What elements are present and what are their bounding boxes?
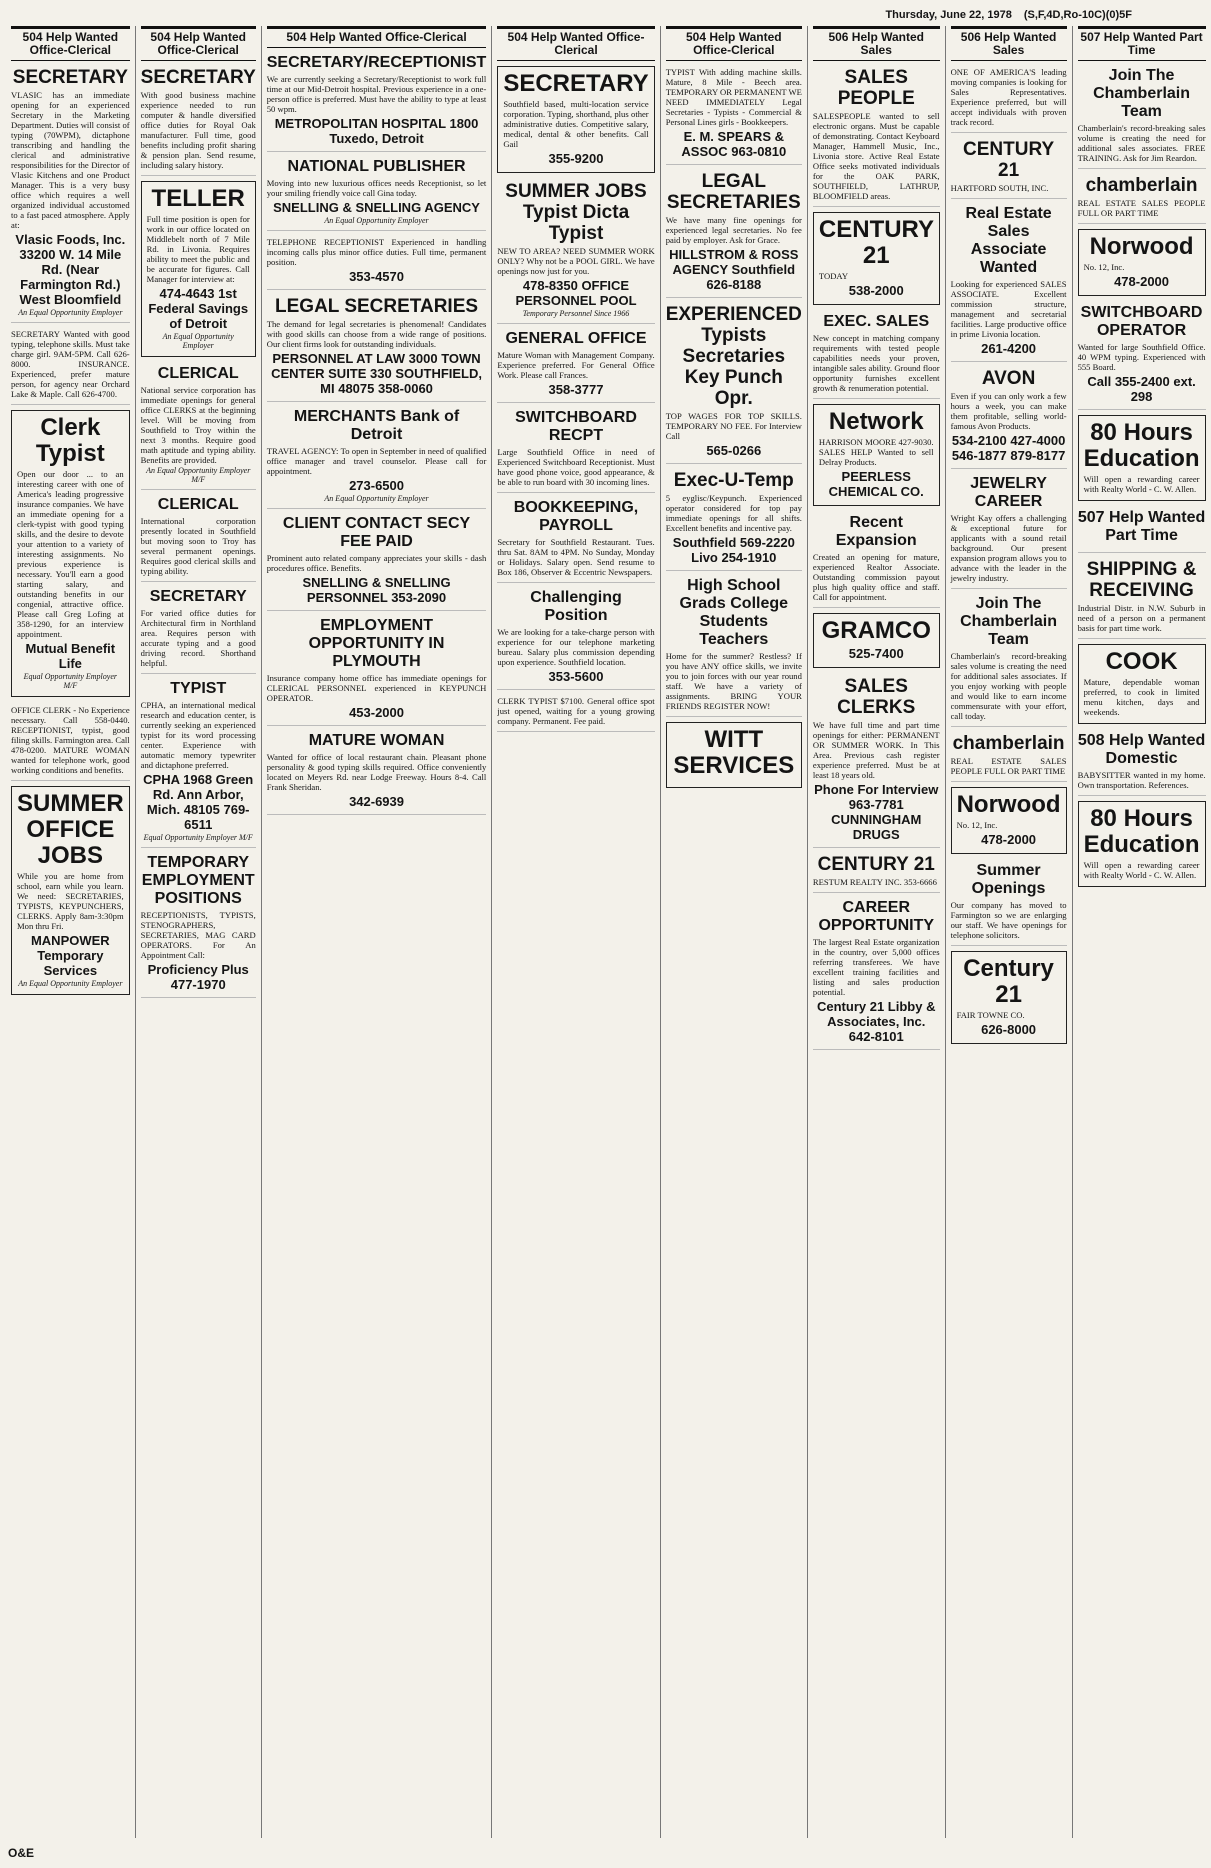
classified-ad [497, 66, 654, 173]
ad-eoe-note: An Equal Opportunity Employer [324, 494, 429, 503]
classified-ad [666, 64, 802, 165]
ad-headline: chamberlain [952, 733, 1065, 754]
ad-body: The demand for legal secretaries is phenomenal! Candidates with good skills can choose from a wide range of positions. Our client firms look for outstanding individuals. [266, 319, 487, 349]
ad-body: TOP WAGES FOR TOP SKILLS. TEMPORARY NO FEE. For Interview Call [665, 411, 802, 441]
ad-eoe-note: Equal Opportunity Employer M/F [143, 833, 253, 842]
column-6 [807, 26, 945, 1838]
classified-ad [666, 467, 802, 571]
column-heading: 507 Help Wanted Part Time [1078, 26, 1206, 61]
classified-ad [1078, 506, 1206, 553]
ad-body: Open our door ... to an interesting career with one of America's leading progressive insurance companies. We have an immediate opening for a clerk-typist with good typing skills, and the desire to devote your attention to a variety of interesting assignments. No previous experience is necessary. You'll earn a good starting salary, and outstanding benefits in our congenial, attractive office. Please call Greg Lofing at 358-1290, for an interview appointment. [17, 469, 124, 639]
ad-body: Our company has moved to Farmington so we are enlarging our staff. We have openings for telephone solicitors. [950, 900, 1067, 940]
ad-contact: E. M. SPEARS & ASSOC 963-0810 [681, 129, 787, 159]
column-3 [261, 26, 492, 1838]
column-heading: 506 Help Wanted Sales [813, 26, 940, 61]
ad-contact: 261-4200 [981, 341, 1037, 356]
classified-ad [11, 410, 130, 697]
ad-body: RESTUM REALTY INC. 353-6666 [812, 877, 937, 887]
classified-ad [666, 574, 802, 717]
footer-code: O&E [8, 1846, 35, 1860]
ad-headline: MATURE WOMAN [308, 732, 445, 749]
ad-body: Even if you can only work a few hours a week, you can make them profitable, selling world-famous Avon Products. [950, 391, 1067, 431]
ad-headline: 80 Hours Education [1083, 419, 1200, 472]
classified-ad [813, 64, 940, 207]
ad-contact: CPHA 1968 Green Rd. Ann Arbor, Mich. 48105 769-6511 [143, 772, 254, 832]
ad-contact: MANPOWER Temporary Services [30, 933, 110, 978]
ad-headline: Norwood [1089, 233, 1194, 260]
ad-body: CPHA, an international medical research and education center, is currently seeking an experienced typist for its word processing center. Experience with automatic memory typewriter and dictaphone preferred. [140, 700, 256, 770]
ad-headline: CENTURY 21 [963, 139, 1055, 181]
ad-body: We have full time and part time openings for either: PERMANENT OR SUMMER WORK. In This Area. Previous cash register experience preferred. Must be at least 18 years old. [812, 720, 940, 780]
classified-ad [497, 178, 654, 324]
ad-body: Will open a rewarding career with Realty World - C. W. Allen. [1083, 474, 1200, 494]
ad-headline: Clerk Typist [35, 414, 105, 467]
ad-body: TYPIST With adding machine skills. Mature, 8 Mile - Beech area. TEMPORARY OR PERMANENT WE NEED IMMEDIATELY Legal Secretaries - Typists - Commercial & Personal Lines girls - Bookkeepers. [665, 67, 802, 127]
column-heading: 504 Help Wanted Office-Clerical [666, 26, 802, 61]
ad-body: CLERK TYPIST $7100. General office spot just opened, waiting for a young growing company. Permanent. Fee paid. [497, 696, 655, 726]
ad-headline: Recent Expansion [835, 514, 917, 549]
column-heading: 504 Help Wanted Office-Clerical [267, 26, 487, 48]
ad-headline: EMPLOYMENT OPPORTUNITY IN PLYMOUTH [308, 617, 445, 670]
ad-headline: GENERAL OFFICE [505, 330, 647, 347]
masthead-date: Thursday, June 22, 1978 [885, 9, 1012, 21]
classified-ad [951, 472, 1067, 589]
ad-eoe-note: Temporary Personnel Since 1966 [522, 309, 630, 318]
classified-ad [267, 405, 487, 509]
ad-body: We are currently seeking a Secretary/Receptionist to work full time at our Mid-Detroit hospital. Previous experience in a one-person office is preferred. Must have the ability to type at least 50 wpm. [266, 74, 487, 114]
ad-headline: AVON [981, 368, 1036, 389]
ad-headline: JEWELRY CAREER [970, 475, 1047, 510]
column-4 [491, 26, 659, 1838]
ad-headline: SHIPPING & RECEIVING [1086, 559, 1197, 601]
ad-headline: MERCHANTS Bank of Detroit [293, 408, 460, 443]
ad-headline: TEMPORARY EMPLOYMENT POSITIONS [141, 854, 255, 907]
classified-ad [1078, 729, 1206, 796]
classified-ad [267, 234, 487, 290]
ad-body: New concept in matching company requirements with tested people capabilities needs your proven, intangible sales ability. Ground floor opportunity furnishes excellent growth & renumeration potential. [812, 333, 940, 393]
ad-contact: METROPOLITAN HOSPITAL 1800 Tuxedo, Detroit [274, 116, 479, 146]
classified-ad [813, 511, 940, 608]
ad-body: Moving into new luxurious offices needs Receptionist, so let your smiling friendly voice call Gina today. [266, 178, 487, 198]
ad-headline: Norwood [956, 791, 1061, 818]
ad-body: Mature, dependable woman preferred, to cook in limited menu kitchen, days and weekends. [1083, 677, 1200, 717]
ad-headline: 508 Help Wanted Domestic [1077, 732, 1206, 767]
ad-columns [6, 26, 1206, 1838]
ad-contact: 538-2000 [848, 283, 904, 298]
classified-ad [141, 677, 256, 848]
classified-ad [1078, 801, 1206, 887]
classified-ad [813, 212, 940, 305]
ad-headline: CAREER OPPORTUNITY [818, 899, 935, 934]
classified-ad [951, 592, 1067, 727]
classified-ad [951, 64, 1067, 133]
ad-body: VLASIC has an immediate opening for an experienced Secretary in the Marketing Department. Duties will consist of typing (70WPM), dictaphone transcribing and handling the clerical and administrative responsibilities for the Director of Vlasic Kitchens and one Product Manager. This is a very busy office which requires a well organized individual accustomed to a fast paced atmosphere. Apply at: [11, 90, 130, 230]
ad-headline: High School Grads College Students Teachers [679, 577, 789, 648]
ad-headline: WITT SERVICES [673, 726, 795, 779]
ad-headline: Join The Chamberlain Team [1093, 67, 1191, 120]
ad-headline: LEGAL SECRETARIES [666, 171, 801, 213]
ad-body: We are looking for a take-charge person with experience for our telephone marketing bureau. Salary plus commission depending upon experience. Southfield location. [497, 627, 655, 667]
ad-body: International corporation presently located in Southfield but moving soon to Troy has several permanent openings. Requires good clerical skills and typing ability. [140, 516, 256, 576]
classified-ad [141, 493, 256, 582]
ad-headline: Century 21 [963, 955, 1054, 1008]
ad-headline: TELLER [151, 185, 245, 212]
classified-ad [267, 293, 487, 402]
ad-body: Wright Kay offers a challenging & exceptional future for applicants with a sound retail background. Our present expansion program allows you to advance with the leader in the jewelry industry. [950, 513, 1067, 583]
ad-headline: EXEC. SALES [823, 313, 930, 330]
classified-ad [267, 729, 487, 815]
classified-ad [1078, 556, 1206, 639]
ad-body: Prominent auto related company appreciates your skills - dash procedures office. Benefits. [266, 553, 487, 573]
classified-ad [267, 614, 487, 726]
ad-headline: CLERICAL [157, 496, 239, 513]
ad-headline: SWITCHBOARD OPERATOR [1080, 304, 1203, 339]
ad-body: With good business machine experience needed to run computer & handle diversified office duties for Royal Oak manufacturer. Full time, good benefits including profit sharing & pension plan. Send resume, including salary history. [140, 90, 256, 170]
ad-body: REAL ESTATE SALES PEOPLE FULL OR PART TIME [1077, 198, 1206, 218]
ad-contact: Proficiency Plus 477-1970 [147, 962, 249, 992]
classified-ad [11, 326, 130, 405]
ad-contact: 478-2000 [1114, 274, 1170, 289]
ad-contact: Phone For Interview 963-7781 CUNNINGHAM DRUGS [814, 782, 939, 842]
ad-headline: chamberlain [1085, 175, 1198, 196]
ad-contact: 453-2000 [349, 705, 405, 720]
ad-body: TODAY [818, 271, 849, 281]
ad-body: OFFICE CLERK - No Experience necessary. Call 558-0440. RECEPTIONIST, typist, good filing skills. Farmington area. Call 478-0200. MATURE WOMAN wanted for telephone work, good working conditions and benefits. [11, 705, 130, 775]
classified-ad [497, 586, 654, 690]
ad-contact: 273-6500 [349, 478, 405, 493]
ad-contact: 534-2100 427-4000 546-1877 879-8177 [951, 433, 1066, 463]
ad-headline: Exec-U-Temp [673, 470, 794, 491]
ad-contact: 525-7400 [848, 646, 904, 661]
classified-ad [497, 406, 654, 493]
ad-contact: 355-9200 [548, 151, 604, 166]
ad-contact: 353-4570 [349, 269, 405, 284]
classified-ad [11, 702, 130, 781]
ad-headline: Join The Chamberlain Team [960, 595, 1058, 648]
ad-eoe-note: An Equal Opportunity Employer [18, 308, 123, 317]
classified-ad [1078, 644, 1206, 724]
ad-headline: 507 Help Wanted Part Time [1077, 509, 1206, 544]
masthead-edition: (S,F,4D,Ro-10C)(0)5F [1023, 9, 1132, 21]
ad-headline: Summer Openings [971, 862, 1046, 897]
ad-body: RECEPTIONISTS, TYPISTS, STENOGRAPHERS, SECRETARIES, MAG CARD OPERATORS. For An Appointment Call: [140, 910, 256, 960]
ad-contact: 565-0266 [706, 443, 762, 458]
ad-body: SALESPEOPLE wanted to sell electronic organs. Must be capable of demonstrating. Contact Keyboard Manager, Hammell Music, Inc., Livonia store. Active Real Estate Office seeks motivated individuals for the OAK PARK, SOUTHFIELD, LATHRUP, BLOOMFIELD areas. [812, 111, 940, 201]
ad-headline: BOOKKEEPING, PAYROLL [513, 499, 639, 534]
ad-contact: Century 21 Libby & Associates, Inc. 642-8101 [817, 999, 936, 1044]
ad-contact: Vlasic Foods, Inc. 33200 W. 14 Mile Rd. (Near Farmington Rd.) West Bloomfield [15, 232, 126, 307]
classified-ad [1078, 301, 1206, 410]
ad-headline: SALES PEOPLE [837, 67, 915, 109]
ad-body: No. 12, Inc. [1083, 262, 1125, 272]
ad-body: While you are home from school, earn while you learn. We need: SECRETARIES, TYPISTS, KEYPUNCHERS, CLERKS. Apply 8am-3:30pm Mon thru Fri. [17, 871, 124, 931]
ad-body: REAL ESTATE SALES PEOPLE FULL OR PART TIME [950, 756, 1067, 776]
classified-ad [497, 496, 654, 583]
column-heading: 504 Help Wanted Office-Clerical [141, 26, 256, 61]
ad-body: Looking for experienced SALES ASSOCIATE. Excellent commission structure, management and secretarial facilities. Large productive office in prime Livonia location. [950, 279, 1067, 339]
classified-ad [141, 851, 256, 998]
ad-contact: 478-2000 [981, 832, 1037, 847]
classified-ad [951, 202, 1067, 362]
masthead [8, 6, 1132, 24]
classified-ad [1078, 229, 1206, 296]
ad-headline: SECRETARY [140, 67, 256, 88]
ad-body: Created an opening for mature, experienced Realtor Associate. Outstanding commission payout plus high quality office and staff. Call for appointment. [812, 552, 940, 602]
ad-headline: NATIONAL PUBLISHER [287, 158, 466, 175]
ad-body: 5 eyglisc/Keypunch. Experienced operator considered for top pay immediate openings for all shifts. Excellent benefits and incentive pay. [665, 493, 802, 533]
ad-eoe-note: An Equal Opportunity Employer M/F [146, 466, 251, 484]
ad-body: Large Southfield Office in need of Experienced Switchboard Receptionist. Must have good phone voice, good appearance, & be able to run board with 30 incoming lines. [497, 447, 655, 487]
classified-ad [666, 168, 802, 298]
classified-ad [813, 310, 940, 399]
ad-headline: COOK [1105, 648, 1178, 675]
ad-contact: PERSONNEL AT LAW 3000 TOWN CENTER SUITE 330 SOUTHFIELD, MI 48075 358-0060 [271, 351, 482, 396]
ad-body: Southfield based, multi-location service corporation. Typing, shorthand, plus other administrative duties. Competitive salary, medical, dental & other benefits. Call Gail [503, 99, 649, 149]
ad-body: Will open a rewarding career with Realty World - C. W. Allen. [1083, 860, 1200, 880]
ad-eoe-note: An Equal Opportunity Employer [162, 332, 234, 350]
ad-headline: SECRETARY [149, 588, 247, 605]
classified-ad [1078, 172, 1206, 224]
ad-headline: Challenging Position [530, 589, 622, 624]
ad-body: We have many fine openings for experienced legal secretaries. No fee paid by employer. Ask for Grace. [665, 215, 802, 245]
ad-headline: 80 Hours Education [1083, 805, 1200, 858]
ad-contact: Southfield 569-2220 Livo 254-1910 [672, 535, 795, 565]
classified-ad [1078, 64, 1206, 169]
ad-body: Mature Woman with Management Company. Experience preferred. For General Office Work. Please call Frances. [497, 350, 655, 380]
classified-ad [813, 896, 940, 1050]
ad-contact: 342-6939 [349, 794, 405, 809]
ad-body: Industrial Distr. in N.W. Suburb in need of a person on a permanent basis for part time work. [1077, 603, 1206, 633]
classified-ad [11, 64, 130, 323]
ad-contact: 353-5600 [548, 669, 604, 684]
ad-body: TELEPHONE RECEPTIONIST Experienced in handling incoming calls plus minor office duties. Full time, permanent position. [266, 237, 487, 267]
classified-ad [813, 613, 940, 668]
ad-headline: Real Estate Sales Associate Wanted [965, 205, 1052, 276]
column-7 [945, 26, 1072, 1838]
ad-body: FAIR TOWNE CO. [956, 1010, 1025, 1020]
ad-headline: CENTURY 21 [817, 854, 935, 875]
ad-contact: 626-8000 [981, 1022, 1037, 1037]
ad-body: National service corporation has immediate openings for general office CLERKS at the beginning level. Will be moving from Southfield to Troy within the next 3 months. Require good math aptitude and typing ability. Benefits are provided. [140, 385, 256, 465]
ad-headline: SECRETARY/RECEPTIONIST [266, 54, 487, 71]
ad-body: Insurance company home office has immediate openings for CLERICAL PERSONNEL experienced in KEYPUNCH OPERATOR. [266, 673, 487, 703]
ad-body: NEW TO AREA? NEED SUMMER WORK ONLY? Why not be a POOL GIRL. We have openings now just for you. [497, 246, 655, 276]
ad-headline: Network [828, 408, 924, 435]
ad-headline: EXPERIENCED Typists Secretaries Key Punch Opr. [665, 304, 802, 409]
ad-body: BABYSITTER wanted in my home. Own transportation. References. [1077, 770, 1206, 790]
classified-ad [267, 512, 487, 611]
classified-ad [11, 786, 130, 995]
ad-headline: SWITCHBOARD RECPT [515, 409, 637, 444]
ad-body: Wanted for office of local restaurant chain. Pleasant phone personality & good typing skills required. Office conveniently located on Meyers Rd. near Lodge Freeway. Hours 8-4. Call Frank Sheridan. [266, 752, 487, 792]
classified-ad [267, 51, 487, 152]
ad-contact: SNELLING & SNELLING PERSONNEL 353-2090 [302, 575, 451, 605]
ad-headline: CLERICAL [157, 365, 239, 382]
ad-contact: PEERLESS CHEMICAL CO. [828, 469, 924, 499]
ad-body: No. 12, Inc. [956, 820, 998, 830]
classified-ad [141, 64, 256, 176]
column-5 [660, 26, 807, 1838]
ad-body: Wanted for large Southfield Office. 40 WPM typing. Experienced with 555 Board. [1077, 342, 1206, 372]
column-8 [1072, 26, 1211, 1838]
ad-headline: CLIENT CONTACT SECY FEE PAID [282, 515, 471, 550]
ad-contact: SNELLING & SNELLING AGENCY [273, 200, 480, 215]
classified-ad [951, 951, 1067, 1044]
ad-body: HARRISON MOORE 427-9030. SALES HELP Wanted to sell Delray Products. [818, 437, 934, 467]
ad-contact: Call 355-2400 ext. 298 [1087, 374, 1196, 404]
column-heading: 504 Help Wanted Office-Clerical [497, 26, 654, 61]
classified-ad [951, 365, 1067, 469]
ad-contact: HILLSTROM & ROSS AGENCY Southfield 626-8188 [669, 247, 799, 292]
classified-ad [951, 787, 1067, 854]
ad-contact: 358-3777 [548, 382, 604, 397]
classified-ad [497, 693, 654, 732]
ad-headline: SECRETARY [12, 67, 128, 88]
ad-body: The largest Real Estate organization in the country, over 5,000 offices referring transferees. We have excellent training facilities and listing and sales production potential. [812, 937, 940, 997]
ad-headline: SUMMER OFFICE JOBS [17, 790, 124, 869]
ad-body: Full time position is open for work in our office located on Middlebelt north of 7 Mile Rd. in Livonia. Requires ability to meet the public and be accurate for figures. Call Manager for interview at: [146, 214, 250, 284]
ad-contact: Mutual Benefit Life [25, 641, 116, 671]
column-heading: 506 Help Wanted Sales [951, 26, 1067, 61]
ad-eoe-note: An Equal Opportunity Employer [18, 979, 123, 988]
classified-ad [813, 851, 940, 893]
ad-body: Secretary for Southfield Restaurant. Tues. thru Sat. 8AM to 4PM. No Sunday, Monday or Holidays. Salary open. Send resume to Box 186, Observer & Eccentric Newspapers. [497, 537, 655, 577]
ad-body: Home for the summer? Restless? If you have ANY office skills, we invite you to join forces with our year round staff. We have a variety of assignments. BRING YOUR FRIENDS REGISTER NOW! [665, 651, 802, 711]
ad-body: Chamberlain's record-breaking sales volume is creating the need for additional sales associates. FREE TRAINING. Ask for Jim Reardon. [1077, 123, 1206, 163]
classified-ad [813, 404, 940, 506]
classified-ad [497, 327, 654, 403]
classified-ad [141, 181, 256, 357]
column-1 [6, 26, 135, 1838]
ad-body: SECRETARY Wanted with good typing, telephone skills. Must take charge girl. 9AM-5PM. Call 626-8000. INSURANCE. Experienced, prefer mature person, for agency near Orchard Lake & Maple. Call 626-4700. [11, 329, 130, 399]
ad-body: ONE OF AMERICA'S leading moving companies is looking for Sales Representatives. Experience preferred, but will accept individuals with proven track record. [950, 67, 1067, 127]
classified-ad [141, 585, 256, 674]
classified-ad [951, 136, 1067, 199]
classified-ad [951, 859, 1067, 946]
ad-body: HARTFORD SOUTH, INC. [950, 183, 1049, 193]
ad-headline: TYPIST [170, 680, 227, 697]
ad-headline: CENTURY 21 [818, 216, 935, 269]
ad-eoe-note: Equal Opportunity Employer M/F [23, 672, 117, 690]
ad-headline: SALES CLERKS [837, 676, 916, 718]
ad-contact: 478-8350 OFFICE PERSONNEL POOL [515, 278, 637, 308]
ad-eoe-note: An Equal Opportunity Employer [324, 216, 429, 225]
ad-body: TRAVEL AGENCY: To open in September in need of qualified office manager and travel counselor. Please call for appointment. [266, 446, 487, 476]
classified-ad [951, 730, 1067, 782]
ad-body: For varied office duties for Architectural firm in Northland area. Requires person with accurate typing and a good driving record. Shorthand helpful. [140, 608, 256, 668]
ad-contact: 474-4643 1st Federal Savings of Detroit [148, 286, 249, 331]
column-heading: 504 Help Wanted Office-Clerical [11, 26, 130, 61]
ad-headline: GRAMCO [821, 617, 931, 644]
ad-headline: LEGAL SECRETARIES [275, 296, 479, 317]
classified-ad [1078, 415, 1206, 501]
classified-ad [666, 301, 802, 464]
classified-ad [666, 722, 802, 788]
column-2 [135, 26, 261, 1838]
classified-ad [267, 155, 487, 231]
ad-headline: SECRETARY [503, 70, 649, 97]
classified-ad [813, 673, 940, 848]
ad-body: Chamberlain's record-breaking sales volume is creating the need for additional sales associates. If you enjoy working with people and would like to earn income commensurate with your effort, call today. [950, 651, 1067, 721]
classified-ad [141, 362, 256, 490]
ad-headline: SUMMER JOBS Typist Dicta Typist [505, 181, 647, 244]
